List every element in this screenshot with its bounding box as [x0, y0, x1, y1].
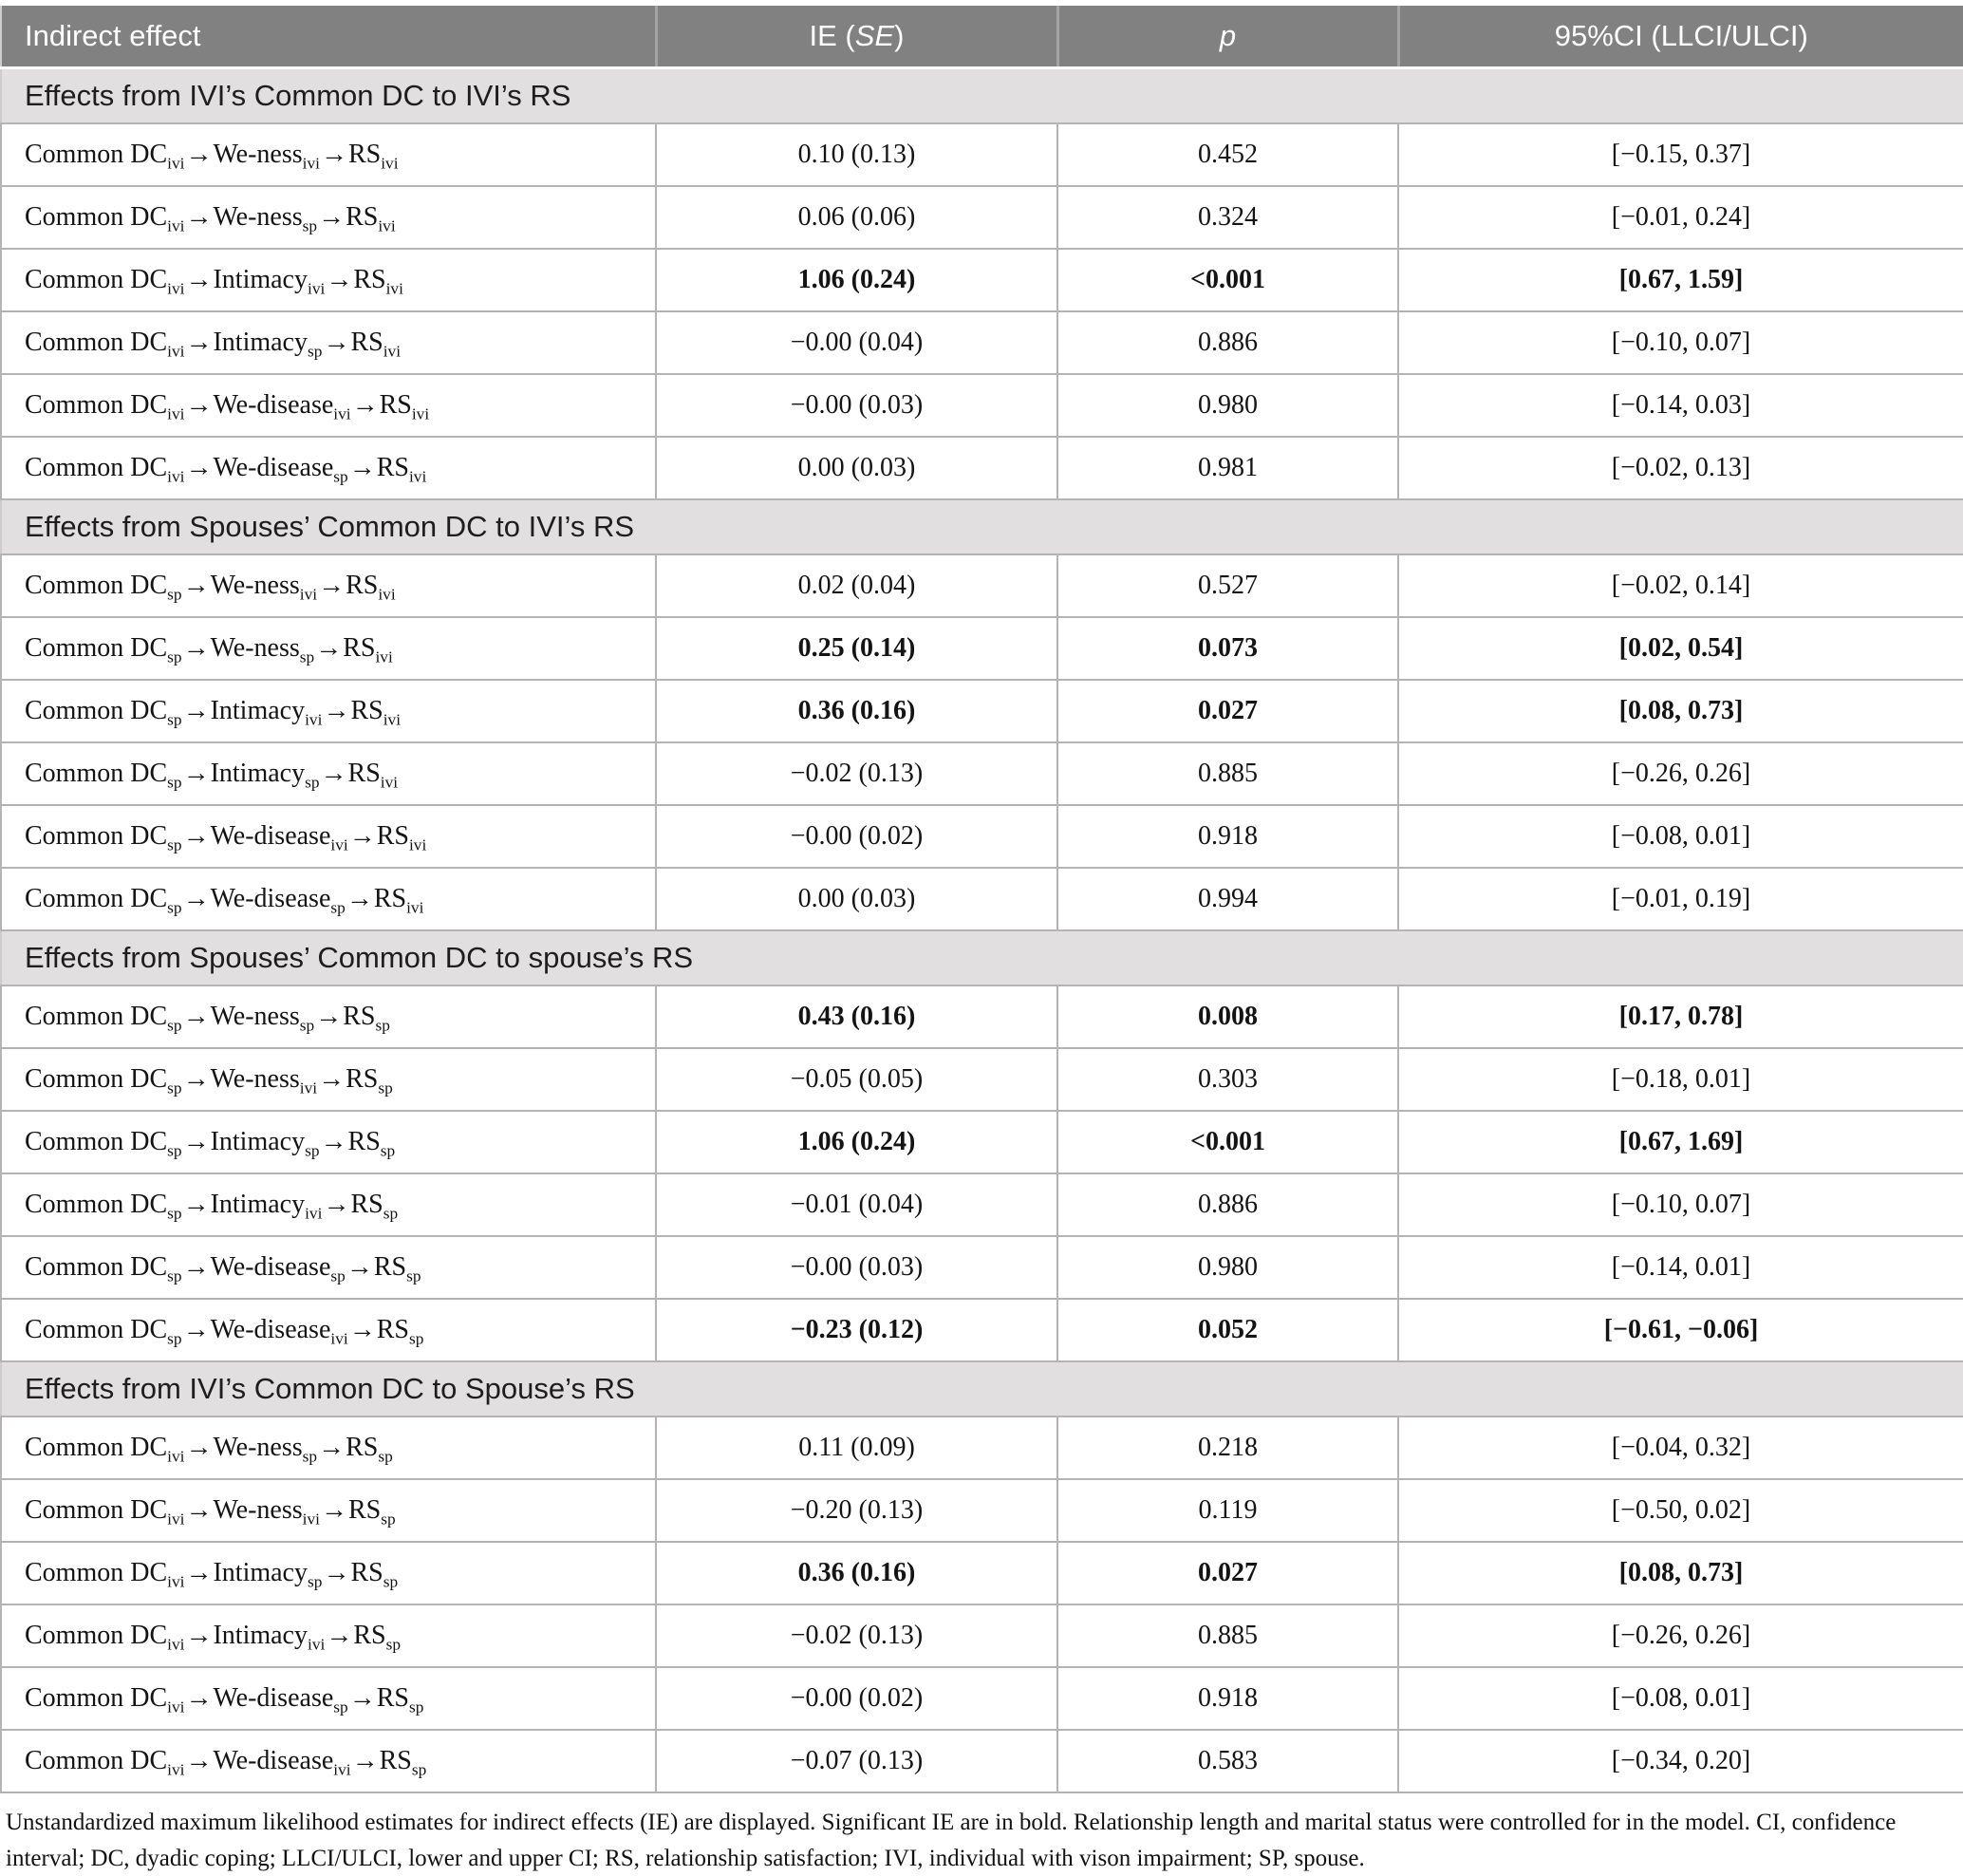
subscript-label: sp	[330, 898, 346, 917]
subscript-label: sp	[167, 773, 182, 792]
table-row	[1, 554, 1963, 617]
ci-cell: [0.02, 0.54]	[1398, 617, 1963, 680]
table-row	[1, 1236, 1963, 1299]
ie-se-cell: −0.00 (0.03)	[656, 374, 1057, 437]
effect-path-label: Common $DC_{sp}\to Intimacy_{sp}\to RS_{sp}$	[1, 1111, 656, 1173]
ci-cell: [0.67, 1.69]	[1398, 1111, 1963, 1173]
subscript-label: ivi	[305, 710, 323, 729]
effect-path-label: Common $DC_{ivi}\to Intimacy_{ivi}\to RS_{ivi}$	[1, 249, 656, 311]
ie-se-cell: 0.06 (0.06)	[656, 186, 1057, 249]
p-value-cell: <0.001	[1057, 249, 1398, 311]
table-row	[1, 1667, 1963, 1730]
arrow-glyph: →	[185, 202, 213, 232]
subscript-label: ivi	[299, 1079, 318, 1097]
arrow-glyph: →	[315, 633, 343, 663]
arrow-glyph: →	[348, 821, 376, 851]
table-row	[1, 1299, 1963, 1361]
subscript-label: sp	[167, 1266, 182, 1285]
ie-se-cell: −0.00 (0.03)	[656, 1236, 1057, 1299]
subscript-label: ivi	[308, 1635, 326, 1654]
ci-cell: [−0.61, −0.06]	[1398, 1299, 1963, 1361]
subscript-label: sp	[308, 1572, 323, 1591]
p-value-cell: 0.452	[1057, 123, 1398, 186]
table-footnote: Unstandardized maximum likelihood estimates for indirect effects (IE) are displayed. Significant IE are in bold. Relationship length and marital status were controlled for in the model. CI, confidence interval; DC, dyadic coping; LLCI/ULCI, lower and upper CI; RS, relationship satisfaction; IVI, individual with vison impairment; SP, spouse.	[6, 1810, 1897, 1871]
arrow-glyph: →	[320, 759, 347, 788]
ie-se-cell: −0.01 (0.04)	[656, 1173, 1057, 1236]
subscript-label: sp	[378, 1079, 393, 1097]
effect-path-label: Common $DC_{sp}\to We-ness_{ivi}\to RS_{ivi}$	[1, 554, 656, 617]
effect-path-label: Common $DC_{ivi}\to We-ness_{ivi}\to RS_{sp}$	[1, 1479, 656, 1542]
arrow-glyph: →	[185, 328, 213, 357]
table-row	[1, 985, 1963, 1048]
table-row	[1, 805, 1963, 868]
arrow-glyph: →	[182, 884, 210, 913]
subscript-label: ivi	[299, 585, 318, 604]
p-value-cell: 0.052	[1057, 1299, 1398, 1361]
subscript-label: ivi	[383, 710, 402, 729]
arrow-glyph: →	[185, 1621, 213, 1650]
arrow-glyph: →	[182, 1252, 210, 1282]
p-value-cell: 0.324	[1057, 186, 1398, 249]
ci-cell: [−0.14, 0.03]	[1398, 374, 1963, 437]
ci-cell: [0.08, 0.73]	[1398, 1542, 1963, 1604]
arrow-glyph: →	[318, 571, 346, 600]
ie-label-suffix: )	[894, 19, 905, 52]
effect-path-label: Common $DC_{sp}\to Intimacy_{ivi}\to RS_{sp}$	[1, 1173, 656, 1236]
subscript-label: ivi	[167, 342, 185, 361]
arrow-glyph: →	[182, 821, 210, 851]
effect-path-label: Common $DC_{ivi}\to We-disease_{sp}\to RS_{sp}$	[1, 1667, 656, 1730]
ci-cell: [−0.26, 0.26]	[1398, 742, 1963, 805]
subscript-label: sp	[411, 1760, 427, 1779]
ie-se-cell: −0.05 (0.05)	[656, 1048, 1057, 1111]
subscript-label: sp	[375, 1016, 390, 1035]
subscript-label: ivi	[167, 1635, 185, 1654]
subscript-label: ivi	[378, 585, 396, 604]
ie-se-cell: −0.07 (0.13)	[656, 1730, 1057, 1792]
arrow-glyph: →	[351, 390, 379, 420]
subscript-label: sp	[167, 1329, 182, 1348]
effect-path-label: Common $DC_{sp}\to Intimacy_{ivi}\to RS_{ivi}$	[1, 680, 656, 742]
subscript-label: sp	[408, 1698, 424, 1717]
ci-cell: [0.17, 0.78]	[1398, 985, 1963, 1048]
table-row	[1, 868, 1963, 930]
table-row	[1, 437, 1963, 499]
subscript-label: ivi	[381, 154, 399, 173]
ie-se-cell: 0.00 (0.03)	[656, 868, 1057, 930]
p-value-cell: 0.994	[1057, 868, 1398, 930]
subscript-label: ivi	[167, 1698, 185, 1717]
subscript-label: sp	[333, 467, 348, 486]
table-row	[1, 311, 1963, 374]
ie-se-cell: −0.00 (0.04)	[656, 311, 1057, 374]
section-header: Effects from Spouses’ Common DC to spouse’s RS	[1, 930, 1963, 985]
ie-se-cell: 0.36 (0.16)	[656, 680, 1057, 742]
ci-cell: [−0.26, 0.26]	[1398, 1604, 1963, 1667]
arrow-glyph: →	[348, 1683, 376, 1713]
ie-label-prefix: IE (	[809, 19, 855, 52]
subscript-label: ivi	[308, 279, 326, 298]
arrow-glyph: →	[318, 1064, 346, 1094]
table-row	[1, 1479, 1963, 1542]
effect-path-label: Common $DC_{ivi}\to We-disease_{ivi}\to RS_{ivi}$	[1, 374, 656, 437]
effect-path-label: Common $DC_{sp}\to We-disease_{ivi}\to RS_{sp}$	[1, 1299, 656, 1361]
ci-cell: [−0.50, 0.02]	[1398, 1479, 1963, 1542]
subscript-label: ivi	[305, 1204, 323, 1223]
arrow-glyph: →	[185, 140, 213, 169]
p-value-cell: 0.218	[1057, 1416, 1398, 1479]
arrow-glyph: →	[348, 453, 376, 482]
effect-path-label: Common $DC_{ivi}\to We-disease_{ivi}\to RS_{sp}$	[1, 1730, 656, 1792]
ci-cell: [−0.10, 0.07]	[1398, 1173, 1963, 1236]
col-header-ie-se	[656, 6, 1057, 68]
subscript-label: sp	[378, 1447, 393, 1466]
effect-path-label: Common $DC_{sp}\to We-disease_{sp}\to RS_{sp}$	[1, 1236, 656, 1299]
p-value-cell: 0.980	[1057, 1236, 1398, 1299]
table-header-row	[1, 6, 1963, 68]
arrow-glyph: →	[182, 696, 210, 725]
subscript-label: sp	[167, 835, 182, 854]
subscript-label: sp	[333, 1698, 348, 1717]
arrow-glyph: →	[185, 1683, 213, 1713]
arrow-glyph: →	[185, 390, 213, 420]
subscript-label: sp	[380, 1141, 396, 1160]
subscript-label: sp	[299, 1016, 315, 1035]
section-row	[1, 499, 1963, 554]
col-header-p	[1057, 6, 1398, 68]
ci-cell: [−0.01, 0.24]	[1398, 186, 1963, 249]
arrow-glyph: →	[185, 1433, 213, 1462]
p-value-cell: 0.981	[1057, 437, 1398, 499]
subscript-label: ivi	[408, 835, 427, 854]
subscript-label: ivi	[167, 216, 185, 235]
p-value-cell: 0.583	[1057, 1730, 1398, 1792]
table-row	[1, 1048, 1963, 1111]
section-row	[1, 930, 1963, 985]
arrow-glyph: →	[182, 1064, 210, 1094]
subscript-label: ivi	[411, 404, 430, 423]
arrow-glyph: →	[346, 884, 373, 913]
table-row	[1, 123, 1963, 186]
p-value-cell: <0.001	[1057, 1111, 1398, 1173]
subscript-label: sp	[381, 1510, 396, 1529]
arrow-glyph: →	[182, 1002, 210, 1031]
indirect-effects-table	[0, 6, 1963, 1793]
subscript-label: ivi	[167, 1760, 185, 1779]
p-value-cell: 0.918	[1057, 805, 1398, 868]
p-value-cell: 0.980	[1057, 374, 1398, 437]
ie-se-cell: 0.02 (0.04)	[656, 554, 1057, 617]
subscript-label: ivi	[167, 1510, 185, 1529]
ie-se-cell: −0.02 (0.13)	[656, 742, 1057, 805]
subscript-label: ivi	[167, 279, 185, 298]
p-label: p	[1219, 19, 1237, 52]
subscript-label: sp	[167, 1079, 182, 1097]
subscript-label: ivi	[375, 647, 393, 666]
arrow-glyph: →	[320, 1127, 347, 1156]
subscript-label: ivi	[383, 342, 402, 361]
arrow-glyph: →	[182, 1190, 210, 1219]
arrow-glyph: →	[185, 265, 213, 294]
subscript-label: sp	[406, 1266, 421, 1285]
arrow-glyph: →	[323, 1190, 350, 1219]
arrow-glyph: →	[326, 265, 353, 294]
table-row	[1, 742, 1963, 805]
arrow-glyph: →	[182, 633, 210, 663]
effect-path-label: Common $DC_{sp}\to We-ness_{sp}\to RS_{ivi}$	[1, 617, 656, 680]
effect-path-label: Common $DC_{ivi}\to Intimacy_{sp}\to RS_{ivi}$	[1, 311, 656, 374]
table-row	[1, 1542, 1963, 1604]
arrow-glyph: →	[323, 696, 350, 725]
ci-cell: [−0.04, 0.32]	[1398, 1416, 1963, 1479]
subscript-label: ivi	[385, 279, 403, 298]
ie-label-se: SE	[854, 19, 895, 52]
ci-cell: [0.08, 0.73]	[1398, 680, 1963, 742]
ci-cell: [0.67, 1.59]	[1398, 249, 1963, 311]
ie-se-cell: −0.23 (0.12)	[656, 1299, 1057, 1361]
p-value-cell: 0.886	[1057, 311, 1398, 374]
subscript-label: ivi	[167, 467, 185, 486]
subscript-label: sp	[299, 647, 315, 666]
effect-path-label: Common $DC_{sp}\to We-ness_{ivi}\to RS_{sp}$	[1, 1048, 656, 1111]
subscript-label: ivi	[380, 773, 399, 792]
ci-cell: [−0.08, 0.01]	[1398, 805, 1963, 868]
arrow-glyph: →	[320, 140, 347, 169]
subscript-label: sp	[383, 1204, 399, 1223]
p-value-cell: 0.073	[1057, 617, 1398, 680]
ie-se-cell: 0.25 (0.14)	[656, 617, 1057, 680]
subscript-label: ivi	[408, 467, 427, 486]
subscript-label: ivi	[333, 404, 351, 423]
p-value-cell: 0.885	[1057, 1604, 1398, 1667]
table-row	[1, 1604, 1963, 1667]
subscript-label: ivi	[333, 1760, 351, 1779]
subscript-label: sp	[305, 1141, 320, 1160]
subscript-label: ivi	[167, 1572, 185, 1591]
effect-path-label: Common $DC_{ivi}\to Intimacy_{sp}\to RS_{sp}$	[1, 1542, 656, 1604]
ci-cell: [−0.02, 0.14]	[1398, 554, 1963, 617]
p-value-cell: 0.885	[1057, 742, 1398, 805]
arrow-glyph: →	[185, 453, 213, 482]
table-row	[1, 1111, 1963, 1173]
table-row	[1, 617, 1963, 680]
p-value-cell: 0.008	[1057, 985, 1398, 1048]
subscript-label: sp	[167, 585, 182, 604]
arrow-glyph: →	[185, 1746, 213, 1775]
table-row	[1, 249, 1963, 311]
subscript-label: sp	[167, 1204, 182, 1223]
ie-se-cell: 0.00 (0.03)	[656, 437, 1057, 499]
table-row	[1, 1416, 1963, 1479]
p-value-cell: 0.303	[1057, 1048, 1398, 1111]
ci-cell: [−0.18, 0.01]	[1398, 1048, 1963, 1111]
arrow-glyph: →	[315, 1002, 343, 1031]
ci-cell: [−0.10, 0.07]	[1398, 311, 1963, 374]
ci-cell: [−0.14, 0.01]	[1398, 1236, 1963, 1299]
subscript-label: sp	[302, 1447, 318, 1466]
subscript-label: ivi	[167, 404, 185, 423]
ci-cell: [−0.15, 0.37]	[1398, 123, 1963, 186]
ie-se-cell: 0.11 (0.09)	[656, 1416, 1057, 1479]
subscript-label: sp	[167, 898, 182, 917]
arrow-glyph: →	[351, 1746, 379, 1775]
arrow-glyph: →	[346, 1252, 373, 1282]
ie-se-cell: 0.10 (0.13)	[656, 123, 1057, 186]
ci-cell: [−0.08, 0.01]	[1398, 1667, 1963, 1730]
subscript-label: sp	[167, 647, 182, 666]
arrow-glyph: →	[320, 1495, 347, 1525]
ci-cell: [−0.01, 0.19]	[1398, 868, 1963, 930]
subscript-label: sp	[167, 1016, 182, 1035]
table-row	[1, 374, 1963, 437]
ie-se-cell: 1.06 (0.24)	[656, 249, 1057, 311]
effect-path-label: Common $DC_{ivi}\to We-ness_{sp}\to RS_{ivi}$	[1, 186, 656, 249]
ie-se-cell: −0.20 (0.13)	[656, 1479, 1057, 1542]
p-value-cell: 0.886	[1057, 1173, 1398, 1236]
subscript-label: ivi	[330, 835, 348, 854]
p-value-cell: 0.027	[1057, 1542, 1398, 1604]
subscript-label: ivi	[167, 1447, 185, 1466]
arrow-glyph: →	[185, 1558, 213, 1587]
ie-se-cell: 0.36 (0.16)	[656, 1542, 1057, 1604]
arrow-glyph: →	[182, 571, 210, 600]
arrow-glyph: →	[182, 1127, 210, 1156]
subscript-label: sp	[167, 710, 182, 729]
subscript-label: sp	[385, 1635, 402, 1654]
arrow-glyph: →	[348, 1315, 376, 1344]
subscript-label: sp	[305, 773, 320, 792]
section-row	[1, 1361, 1963, 1416]
ie-se-cell: −0.02 (0.13)	[656, 1604, 1057, 1667]
ie-se-cell: 0.43 (0.16)	[656, 985, 1057, 1048]
p-value-cell: 0.119	[1057, 1479, 1398, 1542]
arrow-glyph: →	[318, 1433, 346, 1462]
effect-path-label: Common $DC_{sp}\to Intimacy_{sp}\to RS_{ivi}$	[1, 742, 656, 805]
effect-path-label: Common $DC_{ivi}\to We-disease_{sp}\to RS_{ivi}$	[1, 437, 656, 499]
subscript-label: sp	[330, 1266, 346, 1285]
p-value-cell: 0.027	[1057, 680, 1398, 742]
subscript-label: sp	[308, 342, 323, 361]
subscript-label: sp	[383, 1572, 399, 1591]
effect-path-label: Common $DC_{ivi}\to Intimacy_{ivi}\to RS_{sp}$	[1, 1604, 656, 1667]
effect-path-label: Common $DC_{sp}\to We-ness_{sp}\to RS_{sp}$	[1, 985, 656, 1048]
effect-path-label: Common $DC_{ivi}\to We-ness_{ivi}\to RS_{ivi}$	[1, 123, 656, 186]
ie-se-cell: −0.00 (0.02)	[656, 805, 1057, 868]
table-row	[1, 680, 1963, 742]
subscript-label: ivi	[330, 1329, 348, 1348]
section-row	[1, 68, 1963, 124]
subscript-label: ivi	[378, 216, 396, 235]
subscript-label: ivi	[406, 898, 424, 917]
ci-cell: [−0.34, 0.20]	[1398, 1730, 1963, 1792]
ci-cell: [−0.02, 0.13]	[1398, 437, 1963, 499]
table-row	[1, 186, 1963, 249]
subscript-label: ivi	[167, 154, 185, 173]
effect-path-label: Common $DC_{ivi}\to We-ness_{sp}\to RS_{sp}$	[1, 1416, 656, 1479]
subscript-label: ivi	[302, 1510, 320, 1529]
ie-se-cell: −0.00 (0.02)	[656, 1667, 1057, 1730]
arrow-glyph: →	[182, 1315, 210, 1344]
effect-path-label: Common $DC_{sp}\to We-disease_{ivi}\to RS_{ivi}$	[1, 805, 656, 868]
section-header: Effects from Spouses’ Common DC to IVI’s RS	[1, 499, 1963, 554]
table-row	[1, 1730, 1963, 1792]
subscript-label: sp	[167, 1141, 182, 1160]
col-header-ci: 95%CI (LLCI/ULCI)	[1398, 6, 1963, 68]
subscript-label: ivi	[302, 154, 320, 173]
arrow-glyph: →	[323, 328, 350, 357]
subscript-label: sp	[302, 216, 318, 235]
arrow-glyph: →	[182, 759, 210, 788]
col-header-indirect-effect: Indirect effect	[1, 6, 656, 68]
section-header: Effects from IVI’s Common DC to Spouse’s RS	[1, 1361, 1963, 1416]
p-value-cell: 0.527	[1057, 554, 1398, 617]
ie-se-cell: 1.06 (0.24)	[656, 1111, 1057, 1173]
table-row	[1, 1173, 1963, 1236]
subscript-label: sp	[408, 1329, 424, 1348]
p-value-cell: 0.918	[1057, 1667, 1398, 1730]
effect-path-label: Common $DC_{sp}\to We-disease_{sp}\to RS_{ivi}$	[1, 868, 656, 930]
arrow-glyph: →	[318, 202, 346, 232]
arrow-glyph: →	[323, 1558, 350, 1587]
arrow-glyph: →	[326, 1621, 353, 1650]
section-header: Effects from IVI’s Common DC to IVI’s RS	[1, 68, 1963, 124]
arrow-glyph: →	[185, 1495, 213, 1525]
